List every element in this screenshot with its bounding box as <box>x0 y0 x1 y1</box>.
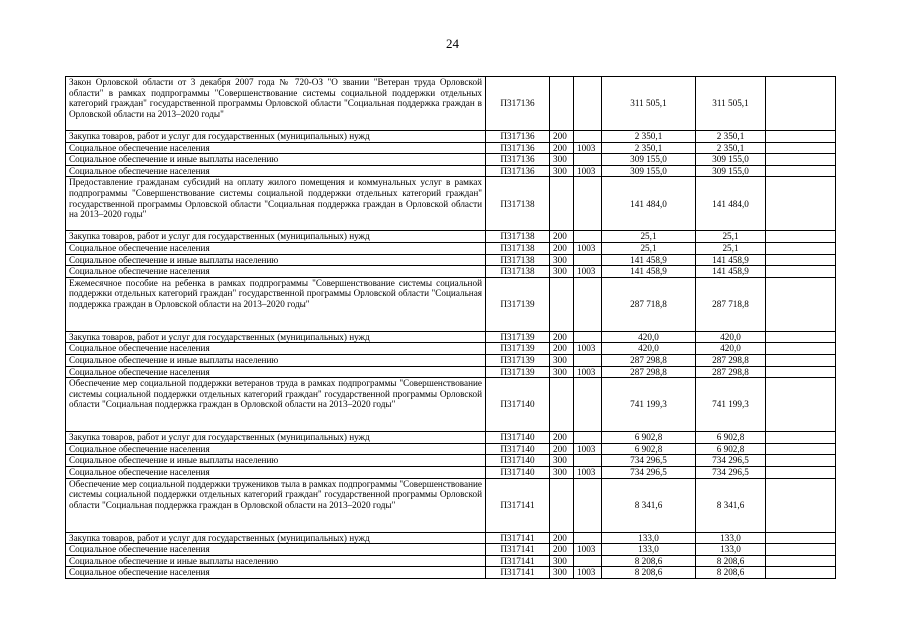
amount-approved-cell: 287 298,8 <box>602 354 696 366</box>
expense-name-cell: Социальное обеспечение и иные выплаты населению <box>66 455 486 467</box>
subsection-cell <box>574 532 602 544</box>
target-code-cell: П317141 <box>486 555 550 567</box>
subsection-cell <box>574 455 602 467</box>
amount-total-cell: 25,1 <box>696 231 766 243</box>
expense-group-cell: 200 <box>550 331 574 343</box>
expense-name-cell: Социальное обеспечение и иные выплаты населению <box>66 354 486 366</box>
subsection-cell <box>574 555 602 567</box>
expense-name-cell: Предоставление гражданам субсидий на оплату жилого помещения и коммунальных услуг в рамках подпрограммы "Совершенствование системы социальной поддержки отдельных категорий граждан" государственной программы Орловской области "Социальная поддержка граждан в Орловской области на 2013–2020 годы" <box>66 177 486 231</box>
expense-name-cell: Социальное обеспечение населения <box>66 142 486 154</box>
expense-group-cell: 200 <box>550 343 574 355</box>
amount-total-cell: 311 505,1 <box>696 77 766 131</box>
subsection-cell: 1003 <box>574 366 602 378</box>
expense-name-cell: Социальное обеспечение и иные выплаты населению <box>66 555 486 567</box>
extra-cell <box>766 131 836 143</box>
amount-total-cell: 2 350,1 <box>696 142 766 154</box>
amount-total-cell: 141 458,9 <box>696 254 766 266</box>
expense-group-cell: 300 <box>550 466 574 478</box>
amount-approved-cell: 141 458,9 <box>602 266 696 278</box>
table-row <box>66 177 836 231</box>
extra-cell <box>766 478 836 532</box>
expense-group-cell: 200 <box>550 242 574 254</box>
target-code-cell: П317138 <box>486 242 550 254</box>
expense-group-cell: 200 <box>550 231 574 243</box>
subsection-cell: 1003 <box>574 165 602 177</box>
extra-cell <box>766 254 836 266</box>
amount-total-cell: 141 458,9 <box>696 266 766 278</box>
amount-total-cell: 8 208,6 <box>696 567 766 579</box>
expense-group-cell: 200 <box>550 443 574 455</box>
amount-total-cell: 287 298,8 <box>696 366 766 378</box>
expense-group-cell <box>550 77 574 131</box>
expense-group-cell: 300 <box>550 455 574 467</box>
amount-total-cell: 420,0 <box>696 331 766 343</box>
amount-approved-cell: 141 484,0 <box>602 177 696 231</box>
amount-approved-cell: 8 208,6 <box>602 555 696 567</box>
table-row <box>66 455 836 467</box>
table-row <box>66 378 836 432</box>
expense-name-cell: Социальное обеспечение и иные выплаты населению <box>66 254 486 266</box>
amount-approved-cell: 141 458,9 <box>602 254 696 266</box>
table-row <box>66 331 836 343</box>
subsection-cell <box>574 131 602 143</box>
subsection-cell <box>574 231 602 243</box>
subsection-cell: 1003 <box>574 466 602 478</box>
target-code-cell: П317138 <box>486 266 550 278</box>
subsection-cell <box>574 432 602 444</box>
amount-approved-cell: 133,0 <box>602 544 696 556</box>
extra-cell <box>766 77 836 131</box>
subsection-cell: 1003 <box>574 242 602 254</box>
subsection-cell <box>574 177 602 231</box>
extra-cell <box>766 443 836 455</box>
expense-name-cell: Социальное обеспечение населения <box>66 343 486 355</box>
subsection-cell <box>574 331 602 343</box>
subsection-cell <box>574 77 602 131</box>
target-code-cell: П317141 <box>486 567 550 579</box>
amount-approved-cell: 6 902,8 <box>602 443 696 455</box>
amount-approved-cell: 309 155,0 <box>602 165 696 177</box>
amount-total-cell: 6 902,8 <box>696 443 766 455</box>
target-code-cell: П317140 <box>486 432 550 444</box>
subsection-cell: 1003 <box>574 142 602 154</box>
target-code-cell: П317138 <box>486 177 550 231</box>
target-code-cell: П317141 <box>486 544 550 556</box>
amount-approved-cell: 420,0 <box>602 343 696 355</box>
table-row <box>66 443 836 455</box>
subsection-cell: 1003 <box>574 343 602 355</box>
extra-cell <box>766 343 836 355</box>
expense-name-cell: Социальное обеспечение населения <box>66 466 486 478</box>
extra-cell <box>766 165 836 177</box>
table-row <box>66 432 836 444</box>
expense-group-cell: 300 <box>550 366 574 378</box>
subsection-cell <box>574 478 602 532</box>
expense-group-cell <box>550 277 574 331</box>
expense-group-cell: 200 <box>550 544 574 556</box>
target-code-cell: П317140 <box>486 443 550 455</box>
target-code-cell: П317139 <box>486 354 550 366</box>
table-row <box>66 242 836 254</box>
subsection-cell: 1003 <box>574 567 602 579</box>
table-row <box>66 466 836 478</box>
expense-group-cell: 300 <box>550 354 574 366</box>
expense-name-cell: Социальное обеспечение населения <box>66 366 486 378</box>
amount-approved-cell: 287 298,8 <box>602 366 696 378</box>
amount-approved-cell: 2 350,1 <box>602 142 696 154</box>
target-code-cell: П317136 <box>486 131 550 143</box>
extra-cell <box>766 177 836 231</box>
expense-name-cell: Закупка товаров, работ и услуг для государственных (муниципальных) нужд <box>66 231 486 243</box>
expense-group-cell: 200 <box>550 432 574 444</box>
amount-approved-cell: 25,1 <box>602 231 696 243</box>
expense-name-cell: Закупка товаров, работ и услуг для государственных (муниципальных) нужд <box>66 532 486 544</box>
target-code-cell: П317136 <box>486 165 550 177</box>
target-code-cell: П317139 <box>486 366 550 378</box>
subsection-cell <box>574 254 602 266</box>
extra-cell <box>766 231 836 243</box>
amount-total-cell: 8 208,6 <box>696 555 766 567</box>
amount-approved-cell: 133,0 <box>602 532 696 544</box>
extra-cell <box>766 466 836 478</box>
target-code-cell: П317136 <box>486 142 550 154</box>
table-row <box>66 254 836 266</box>
amount-total-cell: 287 718,8 <box>696 277 766 331</box>
expense-group-cell <box>550 177 574 231</box>
target-code-cell: П317139 <box>486 277 550 331</box>
expense-name-cell: Социальное обеспечение населения <box>66 567 486 579</box>
table-row <box>66 366 836 378</box>
target-code-cell: П317141 <box>486 478 550 532</box>
extra-cell <box>766 154 836 166</box>
extra-cell <box>766 354 836 366</box>
expense-group-cell <box>550 478 574 532</box>
amount-total-cell: 133,0 <box>696 532 766 544</box>
expense-name-cell: Закупка товаров, работ и услуг для государственных (муниципальных) нужд <box>66 432 486 444</box>
expense-name-cell: Закупка товаров, работ и услуг для государственных (муниципальных) нужд <box>66 131 486 143</box>
amount-approved-cell: 8 208,6 <box>602 567 696 579</box>
amount-total-cell: 734 296,5 <box>696 466 766 478</box>
extra-cell <box>766 378 836 432</box>
extra-cell <box>766 242 836 254</box>
extra-cell <box>766 331 836 343</box>
extra-cell <box>766 277 836 331</box>
amount-approved-cell: 287 718,8 <box>602 277 696 331</box>
subsection-cell: 1003 <box>574 443 602 455</box>
expense-name-cell: Социальное обеспечение и иные выплаты населению <box>66 154 486 166</box>
table-row <box>66 354 836 366</box>
amount-total-cell: 25,1 <box>696 242 766 254</box>
target-code-cell: П317141 <box>486 532 550 544</box>
budget-table <box>65 76 836 579</box>
amount-total-cell: 141 484,0 <box>696 177 766 231</box>
expense-group-cell: 200 <box>550 142 574 154</box>
amount-total-cell: 6 902,8 <box>696 432 766 444</box>
extra-cell <box>766 532 836 544</box>
expense-name-cell: Социальное обеспечение населения <box>66 443 486 455</box>
extra-cell <box>766 544 836 556</box>
target-code-cell: П317139 <box>486 343 550 355</box>
expense-name-cell: Обеспечение мер социальной поддержки ветеранов труда в рамках подпрограммы "Совершенствование системы социальной поддержки отдельных категорий граждан" государственной программы Орловской области "Социальная поддержка граждан в Орловской области на 2013–2020 годы" <box>66 378 486 432</box>
subsection-cell <box>574 378 602 432</box>
amount-total-cell: 741 199,3 <box>696 378 766 432</box>
subsection-cell <box>574 277 602 331</box>
target-code-cell: П317136 <box>486 77 550 131</box>
extra-cell <box>766 567 836 579</box>
table-row <box>66 544 836 556</box>
expense-group-cell: 200 <box>550 532 574 544</box>
expense-name-cell: Закон Орловской области от 3 декабря 2007 года № 720-ОЗ "О звании "Ветеран труда Орловской области" в рамках подпрограммы "Совершенствование системы социальной поддержки отдельных категорий граждан" государственной программы Орловской области "Социальная поддержка граждан в Орловской области на 2013–2020 годы" <box>66 77 486 131</box>
table-row <box>66 555 836 567</box>
amount-approved-cell: 420,0 <box>602 331 696 343</box>
amount-total-cell: 734 296,5 <box>696 455 766 467</box>
expense-group-cell: 300 <box>550 266 574 278</box>
table-row <box>66 154 836 166</box>
subsection-cell: 1003 <box>574 266 602 278</box>
expense-name-cell: Обеспечение мер социальной поддержки тружеников тыла в рамках подпрограммы "Совершенствование системы социальной поддержки отдельных категорий граждан" государственной программы Орловской области "Социальная поддержка граждан в Орловской области на 2013–2020 годы" <box>66 478 486 532</box>
table-row <box>66 77 836 131</box>
expense-group-cell: 300 <box>550 254 574 266</box>
expense-group-cell: 300 <box>550 567 574 579</box>
amount-approved-cell: 734 296,5 <box>602 466 696 478</box>
expense-group-cell: 300 <box>550 165 574 177</box>
amount-approved-cell: 309 155,0 <box>602 154 696 166</box>
table-row <box>66 131 836 143</box>
amount-approved-cell: 311 505,1 <box>602 77 696 131</box>
extra-cell <box>766 432 836 444</box>
target-code-cell: П317140 <box>486 455 550 467</box>
amount-approved-cell: 6 902,8 <box>602 432 696 444</box>
amount-total-cell: 309 155,0 <box>696 165 766 177</box>
amount-total-cell: 420,0 <box>696 343 766 355</box>
amount-approved-cell: 2 350,1 <box>602 131 696 143</box>
target-code-cell: П317140 <box>486 378 550 432</box>
amount-total-cell: 8 341,6 <box>696 478 766 532</box>
expense-name-cell: Социальное обеспечение населения <box>66 242 486 254</box>
expense-name-cell: Закупка товаров, работ и услуг для государственных (муниципальных) нужд <box>66 331 486 343</box>
table-body <box>66 77 836 579</box>
extra-cell <box>766 266 836 278</box>
expense-group-cell <box>550 378 574 432</box>
amount-approved-cell: 8 341,6 <box>602 478 696 532</box>
expense-name-cell: Ежемесячное пособие на ребенка в рамках подпрограммы "Совершенствование системы социальной поддержки отдельных категорий граждан" государственной программы Орловской области "Социальная поддержка граждан в Орловской области на 2013–2020 годы" <box>66 277 486 331</box>
expense-group-cell: 300 <box>550 555 574 567</box>
amount-total-cell: 2 350,1 <box>696 131 766 143</box>
table-row <box>66 231 836 243</box>
target-code-cell: П317140 <box>486 466 550 478</box>
subsection-cell: 1003 <box>574 544 602 556</box>
table-row <box>66 478 836 532</box>
target-code-cell: П317139 <box>486 331 550 343</box>
subsection-cell <box>574 154 602 166</box>
table-row <box>66 165 836 177</box>
expense-group-cell: 300 <box>550 154 574 166</box>
amount-approved-cell: 25,1 <box>602 242 696 254</box>
extra-cell <box>766 142 836 154</box>
page-number: 24 <box>446 36 459 51</box>
target-code-cell: П317136 <box>486 154 550 166</box>
amount-total-cell: 309 155,0 <box>696 154 766 166</box>
amount-approved-cell: 734 296,5 <box>602 455 696 467</box>
extra-cell <box>766 455 836 467</box>
table-row <box>66 142 836 154</box>
table-row <box>66 277 836 331</box>
target-code-cell: П317138 <box>486 231 550 243</box>
table-row <box>66 567 836 579</box>
target-code-cell: П317138 <box>486 254 550 266</box>
extra-cell <box>766 366 836 378</box>
amount-approved-cell: 741 199,3 <box>602 378 696 432</box>
expense-name-cell: Социальное обеспечение населения <box>66 266 486 278</box>
table-row <box>66 532 836 544</box>
expense-name-cell: Социальное обеспечение населения <box>66 165 486 177</box>
table-row <box>66 266 836 278</box>
subsection-cell <box>574 354 602 366</box>
expense-name-cell: Социальное обеспечение населения <box>66 544 486 556</box>
table-row <box>66 343 836 355</box>
amount-total-cell: 287 298,8 <box>696 354 766 366</box>
extra-cell <box>766 555 836 567</box>
expense-group-cell: 200 <box>550 131 574 143</box>
amount-total-cell: 133,0 <box>696 544 766 556</box>
